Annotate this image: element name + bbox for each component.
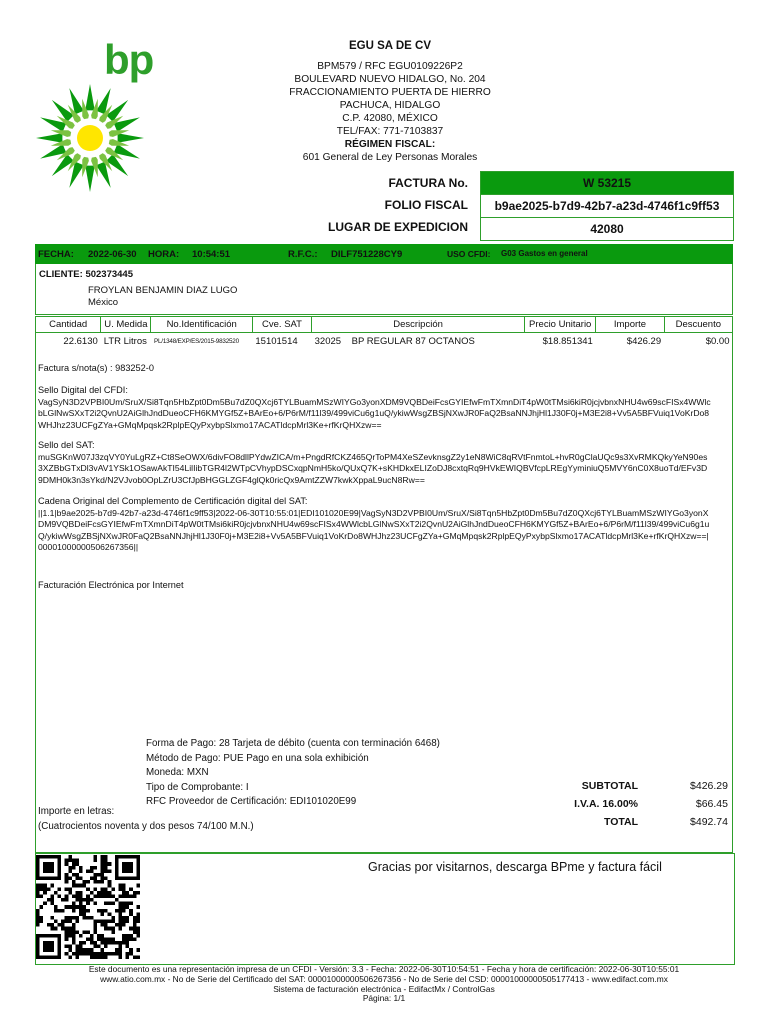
- totals: [540, 780, 730, 834]
- sello-sat-line: muSGKnW07J3zqVY0YuLgRZ+Ct8SeOWX/6divFO8dllPYdwZICA/m+PngdRfCKZ465QrToPM4XeSZevknsgZ2y1eN8WiC8qRVtFnmtoL+hvR0gClaUQc9s3XvRMKQkyYeN90es: [38, 452, 708, 462]
- sello-cfdi-line: WHJhz23UCFgZYa+GMqMpqsk2RplpEQyPxybpSlxmo17ACATldcpMrl3Ke+rfKrQHXzw==: [38, 419, 382, 430]
- cell-precio: $18.851341: [542, 335, 593, 347]
- issuer-rfc: BPM579 / RFC EGU0109226P2: [317, 61, 463, 72]
- client-label: CLIENTE: 502373445: [39, 269, 133, 280]
- cadena-line: Q/ykiwWsgZBSjNXwJR0FaQ2BsaNNJhjHl1J30F0j+M3E2i8+Vv5A5BFVuiq1VoKrDo8WHJhz23UCFgZYa+GMqMpqsk2RplpEQyPxybpSlxmo17ACATldcpMrl3Ke+rfKrQHXzw==|: [38, 530, 709, 541]
- rfc-proveedor: RFC Proveedor de Certificación: EDI101020E99: [146, 796, 357, 808]
- importe-letras-label: Importe en letras:: [38, 806, 115, 817]
- lugar-expedicion-value: 42080: [590, 222, 624, 236]
- cell-importe: $426.29: [626, 335, 662, 347]
- table-row: [36, 333, 733, 350]
- lugar-expedicion-label: LUGAR DE EXPEDICION: [327, 220, 468, 234]
- legal-line: www.atio.com.mx - No de Serie del Certificado del SAT: 00001000000506267356 - No de Serie del CSD: 00001000000505177413 - www.edifact.com.mx: [100, 973, 668, 984]
- issuer-phone: TEL/FAX: 771-7103837: [336, 126, 444, 137]
- total-value: $492.74: [690, 816, 728, 828]
- client-name: FROYLAN BENJAMIN DIAZ LUGO: [88, 285, 238, 296]
- col-descuento: Descuento: [664, 317, 732, 333]
- cadena-line: ||1.1|b9ae2025-b7d9-42b7-a23d-4746f1c9ff53|2022-06-30T10:55:01|EDI101020E99|VagSyN3D2VPBI0Um/SruX/Si8Tqn5HbZpt0Dm5Bu7dZ0QXcj6TYLBuamMSzWIYGo3yonX: [38, 508, 709, 518]
- rfc-label: R.F.C.:: [288, 249, 318, 260]
- cell-unidad: LTR Litros: [103, 335, 147, 347]
- regimen-label: RÉGIMEN FISCAL:: [344, 139, 436, 150]
- cell-descuento: $0.00: [705, 335, 730, 347]
- factura-no-label: FACTURA No.: [388, 176, 468, 190]
- issuer-address-zip: C.P. 42080, MÉXICO: [342, 113, 438, 124]
- folio-fiscal-value: b9ae2025-b7d9-42b7-a23d-4746f1c9ff53: [481, 194, 733, 218]
- tipo-comprobante: Tipo de Comprobante: I: [146, 781, 249, 793]
- qr-code-icon: [36, 855, 140, 959]
- bp-helios-logo-icon: [34, 82, 146, 194]
- col-cve-sat: Cve. SAT: [252, 317, 311, 333]
- col-importe: Importe: [596, 317, 664, 333]
- fecha-value: 2022-06-30: [88, 249, 137, 260]
- legal-line: Página: 1/1: [362, 993, 406, 1004]
- fecha-label: FECHA:: [38, 249, 74, 260]
- metodo-pago: Método de Pago: PUE Pago en una sola exhibición: [146, 752, 369, 764]
- iva-value: $66.45: [695, 798, 728, 810]
- factura-values-box: [480, 171, 734, 241]
- col-cantidad: Cantidad: [36, 317, 101, 333]
- sello-cfdi-line: VagSyN3D2VPBI0Um/SruX/Si8Tqn5HbZpt0Dm5Bu7dZ0QXcj6TYLBuamMSzWIYGo3yonXDM9VQBDeiFcsGYIEfwFmTXmnDiT4pW0tTMsi6kiR0jcjvbnxNHU4w69scFISx4WWlc: [38, 397, 711, 407]
- iva-row: [540, 798, 730, 816]
- cell-identificacion: PL/1348/EXP/ES/2015-9832520: [153, 337, 239, 345]
- payment-info: [146, 737, 440, 810]
- col-descripcion: Descripción: [312, 317, 525, 333]
- bp-logo-text: bp: [104, 36, 154, 83]
- issuer-info: [270, 40, 510, 164]
- legal-line: Sistema de facturación electrónica - EdifactMx / ControlGas: [273, 983, 495, 994]
- sello-cfdi-line: bLGlNwSXxT2i2QvnU2AiGlhJndDueoCFH6KMYGf5Z+BArEo+6/P6rM/f11l39/499viCu6g1uQ/ykiwWsgZBSjNXwJR0FaQ2BsaNNJhjHl1J30F0j+M3E2i8+Vv5A5BFVuiq1VoKrDo8: [38, 408, 710, 419]
- col-unidad: U. Medida: [101, 317, 151, 333]
- cadena-label: Cadena Original del Complemento de Certificación digital del SAT:: [38, 496, 308, 506]
- descripcion-text: BP REGULAR 87 OCTANOS: [351, 335, 475, 347]
- folio-fiscal-label: FOLIO FISCAL: [384, 198, 468, 212]
- total-row: [540, 816, 730, 834]
- subtotal-row: [540, 780, 730, 798]
- issuer-address-colony: FRACCIONAMIENTO PUERTA DE HIERRO: [289, 87, 491, 98]
- sello-sat-line: 9DMH0k3n3sYkd/N2VJvob0OpLZrU3CfJpBHGGLZGF4glQk0ricQx9AmtZZW7kwkXppaL9ucN8Rw==: [38, 474, 425, 485]
- notas: Factura s/nota(s) : 983252-0: [38, 363, 154, 373]
- sello-cfdi-label: Sello Digital del CFDI:: [38, 385, 128, 395]
- cadena-line: DM9VQBDeiFcsGYIEfwFmTXmnDiT4pW0tTMsi6kiR0jcjvbnxNHU4w69scFISx4WWlcbLGlNwSXxT2i2QvnU2AiGlhJndDueoCFH6KMYGf5Z+BArEo+6/P6rM/f11l39/499viCu6g1u: [38, 519, 710, 530]
- issuer-address-street: BOULEVARD NUEVO HIDALGO, No. 204: [294, 74, 486, 85]
- table-header-row: [36, 317, 733, 333]
- items-table: [35, 316, 733, 349]
- subtotal-label: SUBTOTAL: [581, 780, 638, 792]
- cadena-original: [38, 508, 728, 553]
- forma-pago: Forma de Pago: 28 Tarjeta de débito (cuenta con terminación 6468): [146, 738, 440, 749]
- legal-footer: [60, 965, 708, 1004]
- moneda: Moneda: MXN: [146, 767, 209, 779]
- cell-descripcion: [312, 333, 525, 350]
- sello-sat: [38, 452, 728, 486]
- col-identificacion: No.Identificación: [151, 317, 252, 333]
- hora-label: HORA:: [148, 249, 180, 260]
- issuer-address-city: PACHUCA, HIDALGO: [339, 100, 441, 111]
- iva-label: I.V.A. 16.00%: [574, 798, 638, 810]
- total-label: TOTAL: [603, 816, 638, 828]
- sello-sat-label: Sello del SAT:: [38, 440, 95, 450]
- hora-value: 10:54:51: [192, 249, 231, 260]
- rfc-value: DILF751228CY9: [331, 249, 403, 260]
- factura-labels: [300, 172, 468, 238]
- issuer-name: EGU SA DE CV: [348, 40, 431, 52]
- sello-sat-line: 3XZBbGTxDl3vAV1YSk1OSawAkTI54LilIibTGR4l2WTpCVhypDSCxqpNmH5ko/QUxQ7K+sKHDkxELIZoDJ8cxtqRq9HVkEWIQBVfcpLREgYyminiuQ5MVY6nC0X8uoTd/EFv3D: [38, 463, 708, 474]
- regimen-value: 601 General de Ley Personas Morales: [302, 152, 478, 163]
- cadena-line: 00001000000506267356||: [38, 541, 139, 552]
- legal-line: Este documento es una representación impresa de un CFDI - Versión: 3.3 - Fecha: 2022-06-30T10:54:51 - Fecha y hora de certificación: 2022-06-30T10:55:01: [88, 964, 680, 974]
- client-country: México: [88, 297, 119, 308]
- uso-cfdi-value: G03 Gastos en general: [501, 249, 588, 258]
- factura-no-value: W 53215: [481, 172, 733, 194]
- cell-cantidad: 22.6130: [63, 335, 98, 347]
- uso-cfdi-label: USO CFDI:: [447, 249, 491, 259]
- cve-unidad: 32025: [314, 335, 342, 347]
- sello-cfdi: [38, 397, 728, 431]
- subtotal-value: $426.29: [690, 780, 728, 792]
- cell-cve-sat: [252, 333, 311, 350]
- client-box: [35, 264, 733, 315]
- cve-sat-code: 15101514: [255, 335, 298, 347]
- gracias-message: Gracias por visitarnos, descarga BPme y factura fácil: [368, 860, 662, 874]
- info-bar: [35, 244, 733, 264]
- facturacion-electronica: Facturación Electrónica por Internet: [38, 580, 184, 590]
- col-precio: Precio Unitario: [525, 317, 596, 333]
- importe-letras: (Cuatrocientos noventa y dos pesos 74/100 M.N.): [38, 821, 254, 832]
